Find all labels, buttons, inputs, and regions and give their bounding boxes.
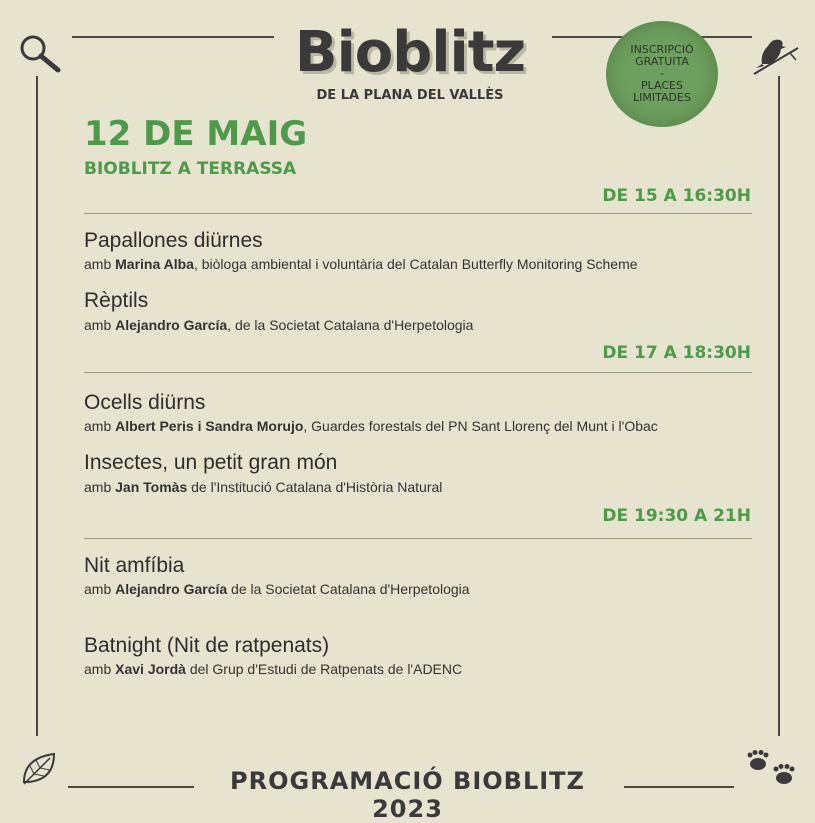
badge-line: INSCRIPCIÓ <box>630 43 694 56</box>
activity-guide: Alejandro García <box>115 581 228 597</box>
leaf-icon <box>20 748 60 788</box>
activity-title: Nit amfíbia <box>84 554 185 577</box>
activity-description: amb Albert Peris i Sandra Morujo, Guardes forestals del PN Sant Llorenç del Munt i l'Obac <box>84 418 658 434</box>
activity-guide: Marina Alba <box>115 256 194 272</box>
footer-title: PROGRAMACIÓ BIOBLITZ 2023 <box>230 767 585 823</box>
registration-badge <box>606 21 718 127</box>
activity-title: Insectes, un petit gran món <box>84 451 338 474</box>
logo-subtitle: DE LA PLANA DEL VALLÈS <box>316 88 504 103</box>
activity-description: amb Alejandro García, de la Societat Catalana d'Herpetologia <box>84 317 474 333</box>
activity-guide: Alejandro García <box>115 317 228 333</box>
frame-bottom-left <box>68 786 194 788</box>
activity-title: Batnight (Nit de ratpenats) <box>84 634 330 657</box>
badge-line: GRATUITA <box>635 55 689 68</box>
bird-icon <box>752 30 800 78</box>
activity-description: amb Alejandro García de la Societat Catalana d'Herpetologia <box>84 581 470 597</box>
event-date: 12 DE MAIG <box>84 114 308 154</box>
time-slot-3: DE 19:30 A 21H <box>602 506 751 526</box>
badge-line: PLACES <box>641 79 683 92</box>
activity-guide: Albert Peris i Sandra Morujo <box>115 418 304 434</box>
activity-title: Papallones diürnes <box>84 229 263 252</box>
activity-guide: Xavi Jordà <box>115 661 186 677</box>
frame-left <box>36 76 38 736</box>
activity-guide: Jan Tomàs <box>115 479 188 495</box>
activity-title: Ocells diürns <box>84 391 206 414</box>
badge-line: LIMITADES <box>633 91 691 104</box>
divider <box>84 213 752 214</box>
frame-right <box>778 76 780 736</box>
magnifier-icon <box>16 32 64 76</box>
badge-line: - <box>660 67 664 80</box>
paw-prints-icon <box>744 750 800 790</box>
activity-description: amb Jan Tomàs de l'Institució Catalana d'Història Natural <box>84 479 443 495</box>
activity-description: amb Xavi Jordà del Grup d'Estudi de Ratpenats de l'ADENC <box>84 661 463 677</box>
time-slot-2: DE 17 A 18:30H <box>602 343 751 363</box>
frame-bottom-right <box>624 786 734 788</box>
divider <box>84 538 752 539</box>
activity-title: Rèptils <box>84 289 149 312</box>
activity-description: amb Marina Alba, biòloga ambiental i voluntària del Catalan Butterfly Monitoring Scheme <box>84 256 638 272</box>
divider <box>84 372 752 373</box>
frame-top-left <box>72 36 274 38</box>
logo-title: Bioblitz <box>294 20 526 85</box>
time-slot-1: DE 15 A 16:30H <box>602 186 751 206</box>
event-place: BIOBLITZ A TERRASSA <box>84 159 297 179</box>
